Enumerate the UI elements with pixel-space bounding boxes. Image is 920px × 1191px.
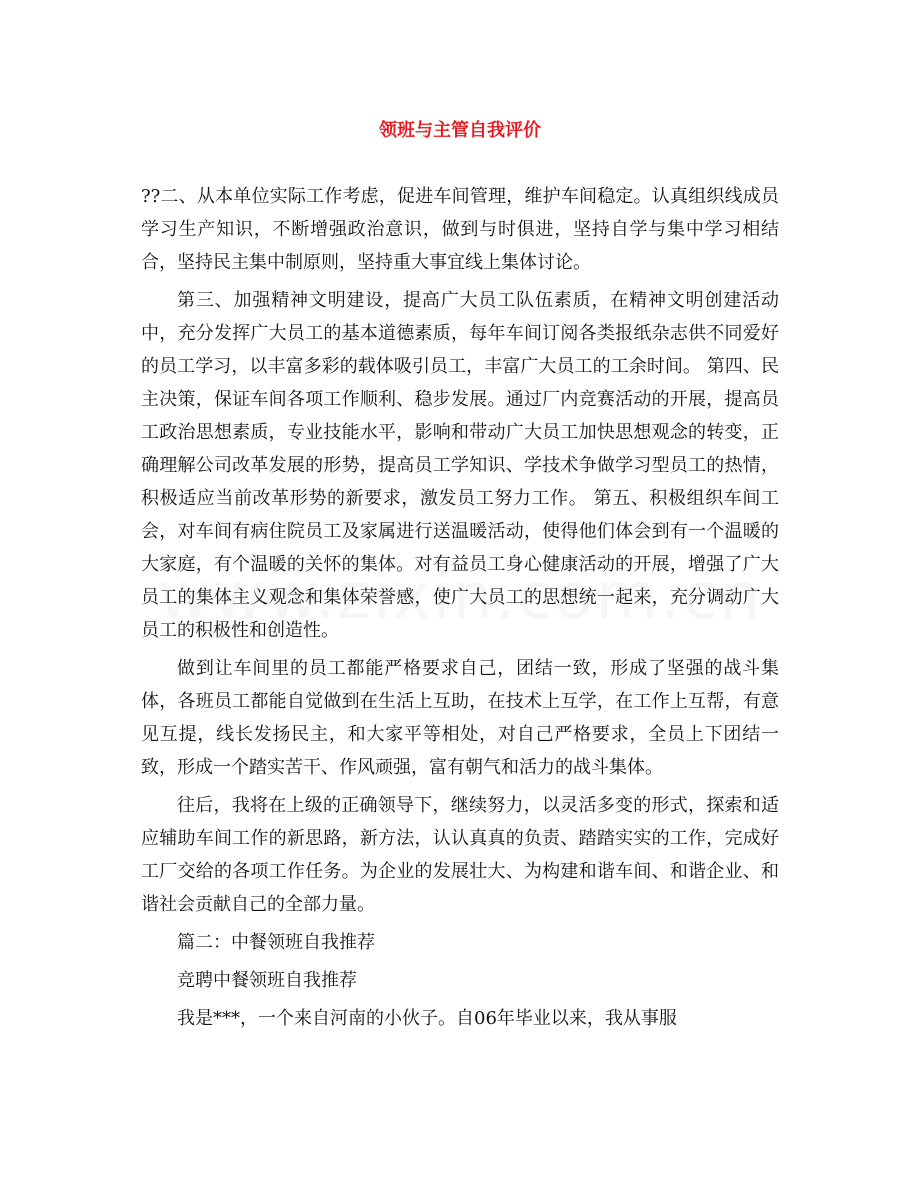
paragraph-4: 往后，我将在上级的正确领导下，继续努力，以灵活多变的形式，探索和适应辅助车间工作的新思路，新方法，认认真真的负责、踏踏实实的工作，完成好工厂交给的各项工作任务。为企业的发展壮大、为构建和谐车间、和谐企业、和谐社会贡献自己的全部力量。 (141, 795, 779, 915)
paragraph-3: 做到让车间里的员工都能严格要求自己，团结一致，形成了坚强的战斗集体，各班员工都能自觉做到在生活上互助，在技术上互学，在工作上互帮，有意见互提，线长发扬民主，和大家平等相处，对自己严格要求，全员上下团结一致，形成一个踏实苦干、作风顽强，富有朝气和活力的战斗集体。 (141, 658, 779, 778)
paragraph-2: 第三、加强精神文明建设，提高广大员工队伍素质，在精神文明创建活动中，充分发挥广大员工的基本道德素质，每年车间订阅各类报纸杂志供不同爱好的员工学习，以丰富多彩的载体吸引员工，丰富广大员工的工余时间。 第四、民主决策，保证车间各项工作顺利、稳步发展。通过厂内竞赛活动的开展，提高员工政治思想素质，专业技能水平，影响和带动广大员工加快思想观念的转变，正确理解公司改革发展的形势，提高员工学知识、学技术争做学习型员工的热情，积极适应当前改革形势的新要求，激发员工努力工作。 第五、积极组织车间工会，对车间有病住院员工及家属进行送温暖活动，使得他们体会到有一个温暖的大家庭，有个温暖的关怀的集体。对有益员工身心健康活动的开展，增强了广大员工的集体主义观念和集体荣誉感，使广大员工的思想统一起来，充分调动广大员工的积极性和创造性。 (141, 290, 779, 641)
section-subheading: 竞聘中餐领班自我推荐 (177, 970, 357, 991)
section-heading-2: 篇二：中餐领班自我推荐 (177, 932, 375, 953)
document-title: 领班与主管自我评价 (379, 120, 541, 141)
paragraph-intro: 我是***，一个来自河南的小伙子。自06年毕业以来，我从事服 (177, 1008, 677, 1029)
document-body (141, 180, 779, 1040)
paragraph-1: ??二、从本单位实际工作考虑，促进车间管理，维护车间稳定。认真组织线成员学习生产知识，不断增强政治意识，做到与时俱进，坚持自学与集中学习相结合，坚持民主集中制原则，坚持重大事宜线上集体讨论。 (141, 186, 779, 273)
